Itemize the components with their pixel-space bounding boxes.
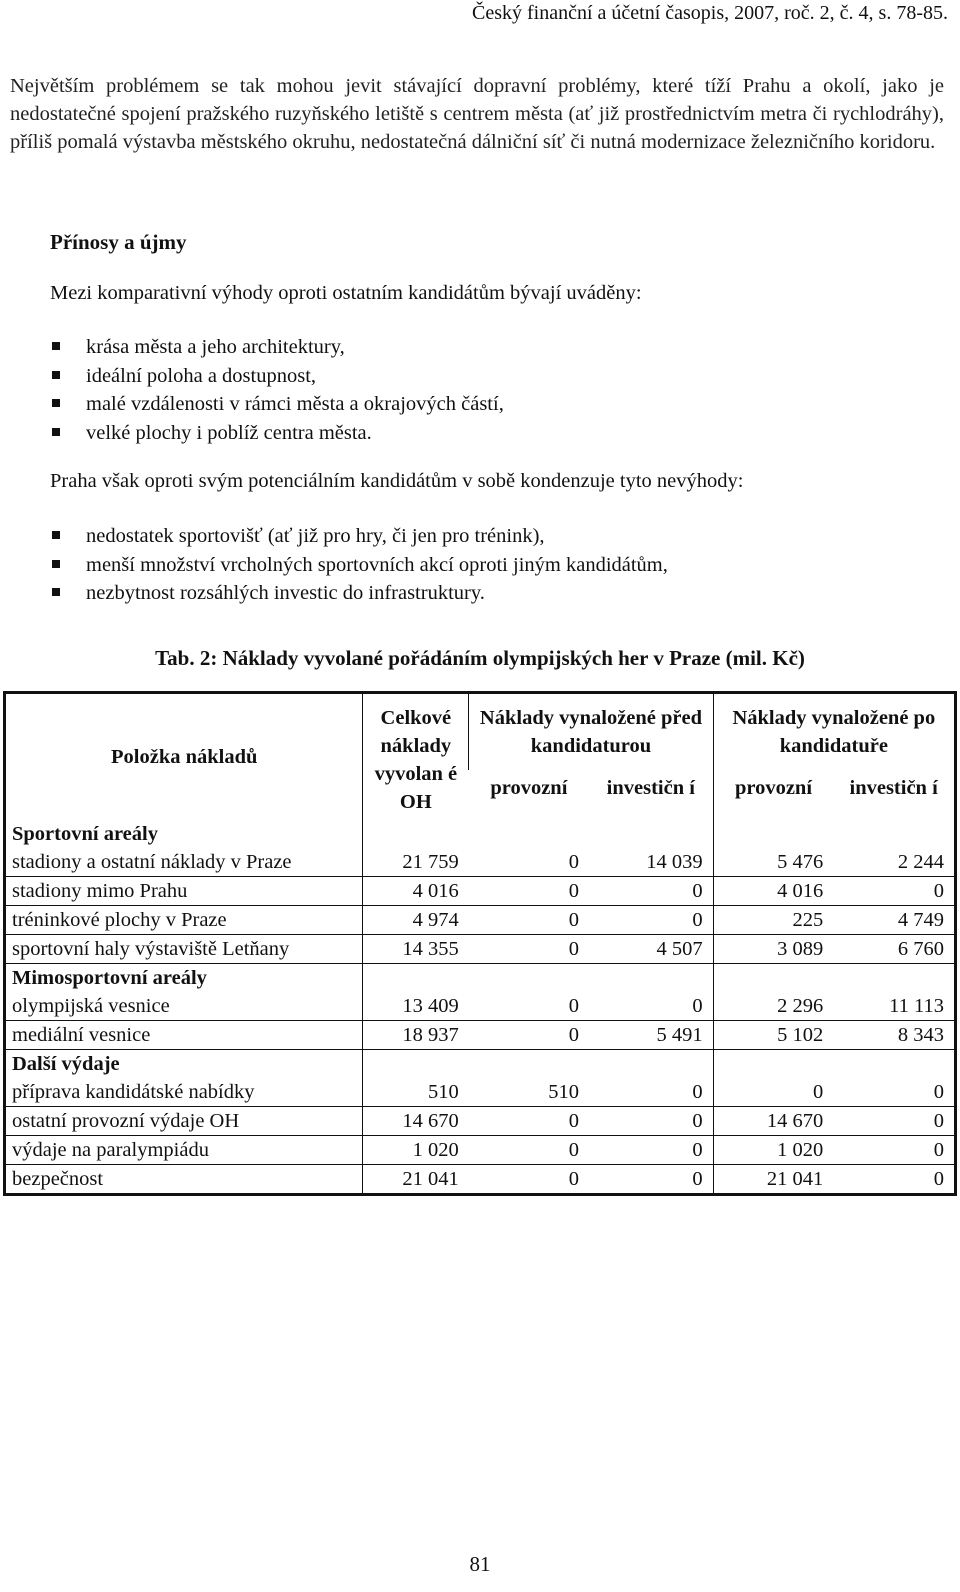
cell-before-investment: 0 [589,906,713,935]
section-row [5,816,956,848]
cell-before-operating: 0 [469,935,589,964]
running-header: Český finanční a účetní časopis, 2007, roč. 2, č. 4, s. 78-85. [471,2,948,24]
cell-after-operating: 2 296 [713,992,833,1021]
table-header-row [5,693,956,771]
cell-before-investment: 0 [589,1165,713,1195]
bullet-icon [52,588,60,596]
cell-total: 510 [363,1078,469,1107]
section-row [5,964,956,993]
cell-before-operating: 0 [469,1107,589,1136]
cell-before-operating: 510 [548,1081,579,1103]
cell-after-investment: 4 749 [833,906,955,935]
section-heading: Přínosy a újmy [50,230,187,254]
row-label: ostatní provozní výdaje OH [5,1107,363,1136]
row-label: příprava kandidátské nabídky [12,1081,255,1103]
cell-total: 14 670 [363,1107,469,1136]
row-label: stadiony mimo Prahu [5,877,363,906]
table-row [5,1021,956,1050]
disadvantages-list [50,522,668,608]
table-row [5,992,956,1021]
table-row [5,1136,956,1165]
table-row [5,1165,956,1195]
cell-after-operating: 21 041 [713,1165,833,1195]
cell-total: 1 020 [363,1136,469,1165]
advantages-list [50,333,504,447]
cell-after-investment: 8 343 [833,1021,955,1050]
bullet-icon [52,371,60,379]
cell-after-operating: 225 [713,906,833,935]
cell-after-operating: 4 016 [713,877,833,906]
cell-total: 21 759 [363,848,469,877]
list-item: velké plochy i poblíž centra města. [50,419,504,448]
column-header-before-investment: investičn í [606,777,695,800]
list-item: ideální poloha a dostupnost, [50,362,504,391]
cell-total: 14 355 [363,935,469,964]
cell-before-operating: 0 [469,1136,589,1165]
cell-after-investment: 0 [833,877,955,906]
list-item: krása města a jeho architektury, [50,333,504,362]
cell-after-investment: 11 113 [889,995,944,1017]
cell-after-investment: 0 [833,1165,955,1195]
column-header-after-investment: investičn í [849,777,938,800]
table-row [5,935,956,964]
section-row [5,1050,956,1079]
cell-after-investment: 6 760 [833,935,955,964]
cell-before-investment: 14 039 [646,851,703,873]
column-group-after: Náklady vynaložené po kandidatuře [713,693,955,771]
column-header-after-operating: provozní [713,770,833,816]
disadvantages-lead: Praha však oproti svým potenciálním kandidátům v sobě kondenzuje tyto nevýhody: [50,470,744,492]
cell-before-operating: 0 [568,851,579,873]
cell-before-investment: 0 [692,1081,703,1103]
list-item: malé vzdálenosti v rámci města a okrajových částí, [50,390,504,419]
row-label: sportovní haly výstaviště Letňany [5,935,363,964]
cell-after-investment: 0 [833,1107,955,1136]
table-caption: Tab. 2: Náklady vyvolané pořádáním olympijských her v Praze (mil. Kč) [155,646,805,670]
section-title: Sportovní areály [12,823,158,845]
table-row [5,906,956,935]
cell-before-operating: 0 [568,995,579,1017]
cell-before-operating: 0 [469,877,589,906]
cell-total: 18 937 [363,1021,469,1050]
list-item: menší množství vrcholných sportovních akcí oproti jiným kandidátům, [50,551,668,580]
cell-before-investment: 0 [589,1107,713,1136]
column-header-item: Položka nákladů [111,746,258,768]
cell-before-operating: 0 [469,1021,589,1050]
bullet-icon [52,399,60,407]
cell-before-investment: 4 507 [589,935,713,964]
table-row [5,848,956,877]
cell-after-operating: 3 089 [713,935,833,964]
cell-after-investment: 0 [833,1136,955,1165]
cell-before-investment: 0 [589,877,713,906]
column-group-before: Náklady vynaložené před kandidaturou [469,693,713,771]
cell-before-investment: 0 [589,1136,713,1165]
cell-after-investment: 0 [933,1081,944,1103]
cell-total: 13 409 [363,992,469,1021]
row-label: mediální vesnice [5,1021,363,1050]
advantages-lead: Mezi komparativní výhody oproti ostatním kandidátům bývají uváděny: [50,282,642,304]
list-item: nedostatek sportovišť (ať již pro hry, či jen pro trénink), [50,522,668,551]
bullet-icon [52,560,60,568]
cell-total: 21 041 [363,1165,469,1195]
row-label: stadiony a ostatní náklady v Praze [12,851,292,873]
column-header-before-operating: provozní [490,777,568,800]
cell-before-investment: 0 [692,995,703,1017]
cell-after-operating: 0 [713,1078,833,1107]
column-header-total: Celkové náklady vyvolan é OH [363,693,469,817]
cost-table [3,691,957,1196]
list-item: nezbytnost rozsáhlých investic do infrastruktury. [50,579,668,608]
table-row [5,1078,956,1107]
cell-after-operating: 5 102 [713,1021,833,1050]
bullet-icon [52,428,60,436]
bullet-icon [52,531,60,539]
cell-after-operating: 5 476 [713,848,833,877]
section-title: Další výdaje [5,1050,363,1079]
cell-before-operating: 0 [469,1165,589,1195]
row-label: tréninkové plochy v Praze [5,906,363,935]
cell-before-investment: 5 491 [589,1021,713,1050]
cell-after-operating: 1 020 [713,1136,833,1165]
bullet-icon [52,342,60,350]
table-row [5,877,956,906]
intro-paragraph: Největším problémem se tak mohou jevit stávající dopravní problémy, které tíží Prahu a okolí, jako je nedostatečné spojení pražského ruzyňského letiště s centrem města (ať již prostřednictvím metra či rychlodráhy), příliš pomalá výstavba městského okruhu, nedostatečná dálniční síť či nutná modernizace železničního koridoru. [10,75,944,153]
row-label: olympijská vesnice [12,995,170,1017]
cell-after-operating: 14 670 [713,1107,833,1136]
section-title: Mimosportovní areály [5,964,363,993]
page-number: 81 [469,1552,491,1576]
cell-total: 4 974 [363,906,469,935]
cell-total: 4 016 [363,877,469,906]
table-row [5,1107,956,1136]
row-label: bezpečnost [5,1165,363,1195]
row-label: výdaje na paralympiádu [5,1136,363,1165]
cell-before-operating: 0 [469,906,589,935]
cell-after-investment: 2 244 [897,851,944,873]
